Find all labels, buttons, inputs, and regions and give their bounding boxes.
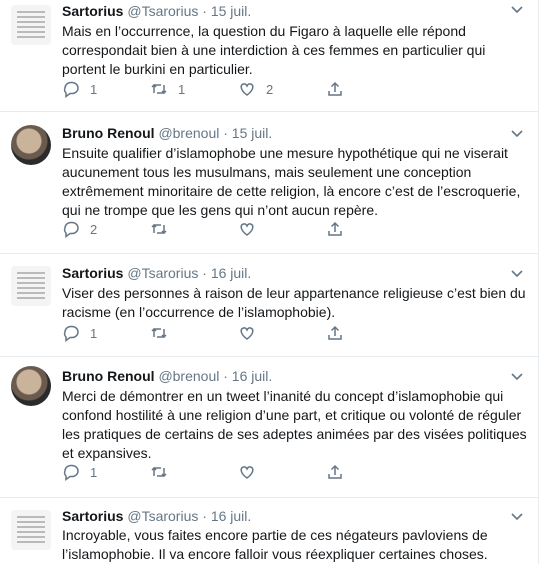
chevron-down-icon[interactable] — [510, 266, 524, 280]
reply-icon — [62, 220, 80, 238]
like-button[interactable] — [238, 324, 266, 342]
reply-button[interactable] — [62, 80, 97, 98]
retweet-button[interactable] — [150, 80, 185, 98]
share-button[interactable] — [326, 463, 344, 481]
retweet-icon — [150, 324, 168, 342]
author-handle[interactable]: @brenoul — [158, 125, 220, 141]
tweet[interactable] — [0, 498, 538, 564]
retweet-icon — [150, 80, 168, 98]
tweet-date[interactable]: · 16 juil. — [202, 265, 252, 281]
author-handle[interactable]: @Tsarorius — [127, 508, 199, 524]
tweet-actions — [62, 324, 362, 342]
retweet-icon — [150, 220, 168, 238]
retweet-button[interactable] — [150, 324, 178, 342]
reply-count: 1 — [90, 325, 98, 341]
author-name[interactable]: Sartorius — [62, 508, 124, 524]
share-button[interactable] — [326, 80, 344, 98]
author-handle[interactable]: @brenoul — [158, 368, 220, 384]
reply-icon — [62, 324, 80, 342]
tweet-date[interactable]: · 16 juil. — [223, 368, 273, 384]
reply-icon — [62, 80, 80, 98]
tweet-actions — [62, 220, 362, 238]
tweet-actions — [62, 463, 362, 481]
tweet[interactable] — [0, 357, 538, 498]
chevron-down-icon[interactable] — [510, 369, 524, 383]
retweet-icon — [150, 463, 168, 481]
chevron-down-icon[interactable] — [510, 509, 524, 523]
like-button[interactable] — [238, 220, 266, 238]
share-button[interactable] — [326, 324, 344, 342]
avatar[interactable] — [11, 125, 51, 165]
retweet-button[interactable] — [150, 463, 178, 481]
reply-count: 1 — [90, 81, 98, 97]
tweet-text: Viser des personnes à raison de leur appartenance religieuse c’est bien du racisme (en l’occurrence de l’islamophobie). — [62, 285, 526, 320]
reply-icon — [62, 463, 80, 481]
heart-icon — [238, 220, 256, 238]
chevron-down-icon[interactable] — [510, 126, 524, 140]
avatar[interactable] — [11, 366, 51, 406]
tweet-text: Incroyable, vous faites encore partie de ces négateurs pavloviens de l’islamophobie. Il va encore falloir vous réexpliquer certaines choses. — [62, 527, 488, 562]
like-button[interactable] — [238, 80, 273, 98]
share-button[interactable] — [326, 220, 344, 238]
tweet-text: Mais en l’occurrence, la question du Figaro à laquelle elle répond correspondait bien à une interdiction à ces femmes en particulier qui portent le burkini en particulier. — [62, 23, 486, 77]
reply-button[interactable] — [62, 324, 97, 342]
reply-button[interactable] — [62, 220, 97, 238]
reply-count: 1 — [90, 464, 98, 480]
retweet-count: 1 — [178, 81, 186, 97]
tweet[interactable] — [0, 254, 538, 357]
author-name[interactable]: Bruno Renoul — [62, 368, 155, 384]
share-icon — [326, 463, 344, 481]
author-name[interactable]: Sartorius — [62, 3, 124, 19]
tweet-text: Merci de démontrer en un tweet l’inanité du concept d’islamophobie qui confond hostilité à une religion d’une part, et critique ou volonté de réguler les pratiques de certains de ses adeptes animées par des visées politiques et expansives. — [62, 388, 527, 461]
tweet[interactable] — [0, 112, 538, 254]
like-button[interactable] — [238, 463, 266, 481]
reply-count: 2 — [90, 221, 98, 237]
like-count: 2 — [266, 81, 274, 97]
tweet-actions — [62, 80, 362, 98]
retweet-button[interactable] — [150, 220, 178, 238]
tweet-text: Ensuite qualifier d’islamophobe une mesure hypothétique qui ne viserait aucunement tous les musulmans, mais seulement une conception extrêmement minoritaire de cette religion, là encore c’est de l’escroquerie, qui ne trompe que les gens qui n’ont aucun repère. — [62, 145, 521, 218]
share-icon — [326, 324, 344, 342]
avatar[interactable] — [11, 266, 51, 306]
avatar[interactable] — [11, 510, 51, 550]
author-handle[interactable]: @Tsarorius — [127, 265, 199, 281]
heart-icon — [238, 463, 256, 481]
tweet[interactable] — [0, 0, 538, 112]
chevron-down-icon[interactable] — [510, 2, 524, 16]
avatar[interactable] — [11, 5, 51, 45]
author-name[interactable]: Sartorius — [62, 265, 124, 281]
share-icon — [326, 80, 344, 98]
reply-button[interactable] — [62, 463, 97, 481]
heart-icon — [238, 324, 256, 342]
tweet-date[interactable]: · 15 juil. — [223, 125, 273, 141]
share-icon — [326, 220, 344, 238]
heart-icon — [238, 80, 256, 98]
tweet-date[interactable]: · 16 juil. — [202, 508, 252, 524]
author-name[interactable]: Bruno Renoul — [62, 125, 155, 141]
tweet-date[interactable]: · 15 juil. — [202, 3, 252, 19]
author-handle[interactable]: @Tsarorius — [127, 3, 199, 19]
